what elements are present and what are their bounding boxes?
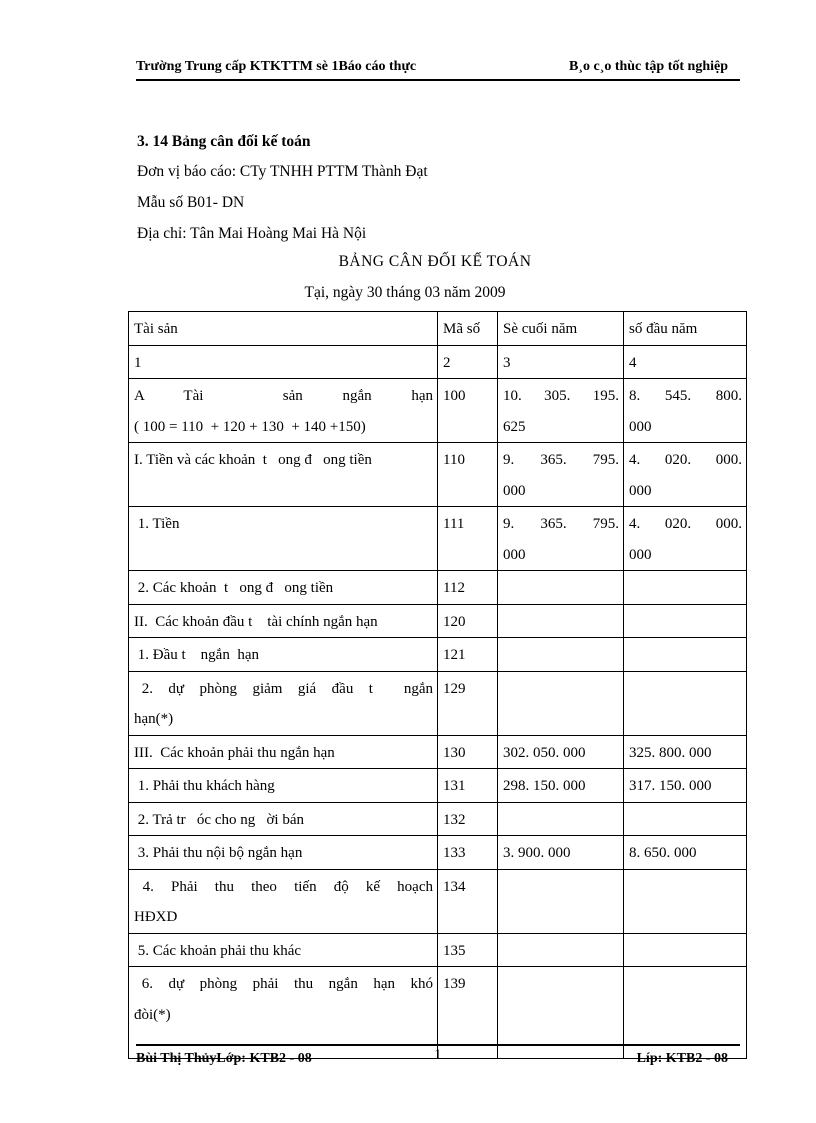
code-cell: 120 <box>438 604 498 638</box>
asset-item-cell: 1. Đầu t ngắn hạn <box>129 638 438 672</box>
address: Địa chỉ: Tân Mai Hoàng Mai Hà Nội <box>137 225 367 242</box>
asset-item-cell: I. Tiền và các khoản t ong đ ong tiền <box>129 443 438 507</box>
table-row <box>129 933 747 967</box>
table-row <box>129 443 747 507</box>
header-left-text: Trường Trung cấp KTKTTM sè 1Báo cáo thực <box>136 59 417 74</box>
table-row <box>129 735 747 769</box>
end-year-value-cell-line2: 000 <box>503 482 526 499</box>
asset-item-cell: 2. Các khoản t ong đ ong tiền <box>129 571 438 605</box>
code-cell: 132 <box>438 802 498 836</box>
balance-sheet-table <box>128 311 747 1059</box>
begin-year-value-cell <box>624 443 747 507</box>
asset-item-cell-line1: 4. Phải thu theo tiến độ kế hoạch <box>134 878 433 895</box>
begin-year-value-cell <box>624 604 747 638</box>
asset-item-cell: 2. Trả tr óc cho ng ời bán <box>129 802 438 836</box>
end-year-value-cell: 298. 150. 000 <box>498 769 624 803</box>
begin-year-value-cell <box>624 869 747 933</box>
code-cell: 112 <box>438 571 498 605</box>
begin-year-value-cell <box>624 507 747 571</box>
code-cell: 139 <box>438 967 498 1059</box>
begin-year-value-cell <box>624 571 747 605</box>
code-cell: 111 <box>438 507 498 571</box>
column-header-begin-year: số đầu năm <box>624 312 747 346</box>
table-row <box>129 379 747 443</box>
column-header-code: Mã số <box>438 312 498 346</box>
asset-item-cell <box>129 869 438 933</box>
code-cell: 129 <box>438 671 498 735</box>
footer-right-text: Líp: KTB2 - 08 <box>636 1051 728 1066</box>
table-row <box>129 802 747 836</box>
column-header-assets: Tài sản <box>129 312 438 346</box>
table-header-row <box>129 312 747 346</box>
table-row <box>129 869 747 933</box>
end-year-value-cell <box>498 802 624 836</box>
code-cell: 135 <box>438 933 498 967</box>
table-row <box>129 836 747 870</box>
asset-item-cell: 1. Tiền <box>129 507 438 571</box>
footer-left-text: Bùi Thị ThủyLớp: KTB2 - 08 <box>136 1051 312 1066</box>
section-title: 3. 14 Bảng cân đối kế toán <box>137 133 311 150</box>
code-cell: 131 <box>438 769 498 803</box>
asset-item-cell: III. Các khoản phải thu ngắn hạn <box>129 735 438 769</box>
begin-year-value-cell: 317. 150. 000 <box>624 769 747 803</box>
asset-item-cell-line2: HĐXD <box>134 909 178 925</box>
report-date: Tại, ngày 30 tháng 03 năm 2009 <box>304 284 506 301</box>
begin-year-value-cell-line2: 000 <box>629 418 652 435</box>
code-cell: 133 <box>438 836 498 870</box>
column-header-end-year: Sè cuối năm <box>498 312 624 346</box>
begin-year-value-cell: 325. 800. 000 <box>624 735 747 769</box>
end-year-value-cell <box>498 671 624 735</box>
asset-item-cell-line1: A Tài sản ngắn hạn <box>134 388 433 404</box>
index-cell: 2 <box>438 345 498 379</box>
end-year-value-cell <box>498 638 624 672</box>
end-year-value-cell-line1: 9. 365. 795. <box>503 452 619 468</box>
page-footer <box>136 1044 740 1076</box>
form-number: Mẫu số B01- DN <box>137 194 245 211</box>
end-year-value-cell <box>498 507 624 571</box>
end-year-value-cell: 3. 900. 000 <box>498 836 624 870</box>
end-year-value-cell-line2: 000 <box>503 546 526 563</box>
end-year-value-cell <box>498 443 624 507</box>
end-year-value-cell-line1: 9. 365. 795. <box>503 516 619 532</box>
begin-year-value-cell-line1: 8. 545. 800. <box>629 388 742 404</box>
table-row <box>129 638 747 672</box>
begin-year-value-cell: 8. 650. 000 <box>624 836 747 870</box>
begin-year-value-cell-line1: 4. 020. 000. <box>629 516 742 532</box>
begin-year-value-cell <box>624 802 747 836</box>
index-cell: 3 <box>498 345 624 379</box>
code-cell: 130 <box>438 735 498 769</box>
begin-year-value-cell-line1: 4. 020. 000. <box>629 452 742 468</box>
reporting-unit: Đơn vị báo cáo: CTy TNHH PTTM Thành Đạt <box>137 163 428 180</box>
asset-item-cell: II. Các khoản đầu t tài chính ngắn hạn <box>129 604 438 638</box>
asset-item-cell: 3. Phải thu nội bộ ngắn hạn <box>129 836 438 870</box>
page-header <box>136 57 740 81</box>
asset-item-cell-line2: hạn(*) <box>134 711 174 727</box>
end-year-value-cell-line1: 10. 305. 195. <box>503 388 619 404</box>
code-cell: 100 <box>438 379 498 443</box>
code-cell: 134 <box>438 869 498 933</box>
end-year-value-cell <box>498 933 624 967</box>
header-right-text: B¸o c¸o thùc tập tốt nghiệp <box>568 59 728 74</box>
begin-year-value-cell <box>624 379 747 443</box>
begin-year-value-cell <box>624 638 747 672</box>
code-cell: 110 <box>438 443 498 507</box>
asset-item-cell <box>129 379 438 443</box>
table-row <box>129 571 747 605</box>
table-row <box>129 507 747 571</box>
asset-item-cell-line2: ( 100 = 110 + 120 + 130 + 140 +150) <box>134 418 366 435</box>
end-year-value-cell-line2: 625 <box>503 418 526 435</box>
end-year-value-cell <box>498 869 624 933</box>
begin-year-value-cell-line2: 000 <box>629 482 652 499</box>
asset-item-cell: 1. Phải thu khách hàng <box>129 769 438 803</box>
index-cell: 4 <box>624 345 747 379</box>
asset-item-cell <box>129 671 438 735</box>
table-row <box>129 671 747 735</box>
page-number: 1 <box>434 1047 442 1063</box>
index-cell: 1 <box>129 345 438 379</box>
asset-item-cell-line1: 2. dự phòng giảm giá đầu t ngắn <box>134 680 433 697</box>
begin-year-value-cell <box>624 933 747 967</box>
end-year-value-cell <box>498 379 624 443</box>
table-row <box>129 604 747 638</box>
code-cell: 121 <box>438 638 498 672</box>
begin-year-value-cell-line2: 000 <box>629 546 652 563</box>
asset-item-cell-line1: 6. dự phòng phải thu ngắn hạn khó <box>134 976 433 992</box>
table-index-row <box>129 345 747 379</box>
end-year-value-cell <box>498 604 624 638</box>
asset-item-cell: 5. Các khoản phải thu khác <box>129 933 438 967</box>
asset-item-cell-line2: đòi(*) <box>134 1006 171 1023</box>
begin-year-value-cell <box>624 671 747 735</box>
report-title: BẢNG CÂN ĐỐI KẾ TOÁN <box>338 253 532 270</box>
end-year-value-cell <box>498 571 624 605</box>
table-row <box>129 769 747 803</box>
end-year-value-cell: 302. 050. 000 <box>498 735 624 769</box>
